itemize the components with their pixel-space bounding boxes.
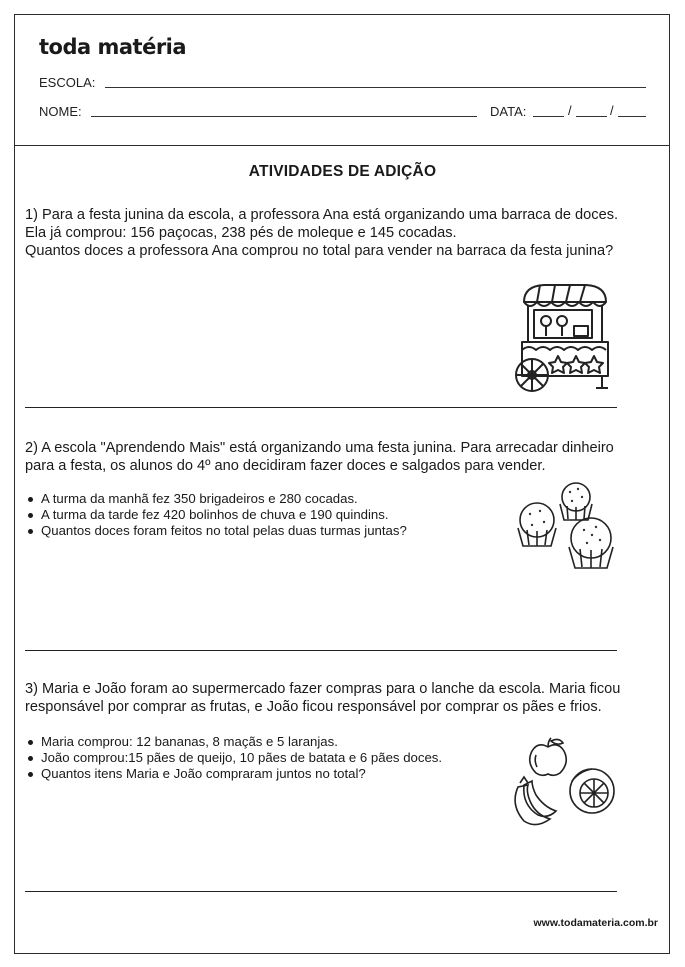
brigadeiros-icon (512, 480, 622, 572)
list-item: Maria comprou: 12 bananas, 8 maçãs e 5 laranjas. (25, 734, 495, 750)
school-label: ESCOLA: (39, 75, 96, 90)
question-3-list (25, 734, 495, 782)
page-title: ATIVIDADES DE ADIÇÃO (248, 163, 437, 180)
question-1-prompt: Quantos doces a professora Ana comprou no total para vender na barraca da festa junina? (25, 243, 614, 259)
list-item: Quantos itens Maria e João compraram juntos no total? (25, 766, 495, 782)
header-divider (15, 145, 669, 146)
date-label: DATA: (490, 104, 527, 119)
date-separator: / (568, 103, 572, 118)
fruits-icon (510, 735, 622, 827)
list-item: A turma da tarde fez 420 bolinhos de chuva e 190 quindins. (25, 507, 495, 523)
question-1-text: 1) Para a festa junina da escola, a professora Ana está organizando uma barraca de doces. Ela já comprou: 156 paçocas, 238 pés de moleque e 145 cocadas. (25, 207, 619, 241)
question-2-text: 2) A escola "Aprendendo Mais" está organizando uma festa junina. Para arrecadar dinheiro para a festa, os alunos do 4º ano decidiram fazer doces e salgados para vender. (25, 440, 614, 474)
list-item: João comprou:15 pães de queijo, 10 pães de batata e 6 pães doces. (25, 750, 495, 766)
answer-line-3[interactable] (25, 891, 617, 892)
date-day-field[interactable] (533, 116, 564, 117)
footer-url[interactable]: www.todamateria.com.br (533, 917, 658, 929)
answer-line-1[interactable] (25, 407, 617, 408)
date-separator: / (610, 103, 614, 118)
name-label: NOME: (39, 104, 82, 119)
festa-junina-stall-icon (510, 280, 620, 395)
brand-logo: toda matéria (39, 35, 187, 59)
name-field[interactable] (91, 116, 477, 117)
list-item: Quantos doces foram feitos no total pelas duas turmas juntas? (25, 523, 495, 539)
school-field[interactable] (105, 87, 646, 88)
question-2-list (25, 491, 495, 539)
date-month-field[interactable] (576, 116, 607, 117)
question-3-text: 3) Maria e João foram ao supermercado fazer compras para o lanche da escola. Maria ficou responsável por comprar as frutas, e João ficou responsável por comprar os pães e frios. (25, 681, 621, 715)
list-item: A turma da manhã fez 350 brigadeiros e 280 cocadas. (25, 491, 495, 507)
date-year-field[interactable] (618, 116, 646, 117)
answer-line-2[interactable] (25, 650, 617, 651)
